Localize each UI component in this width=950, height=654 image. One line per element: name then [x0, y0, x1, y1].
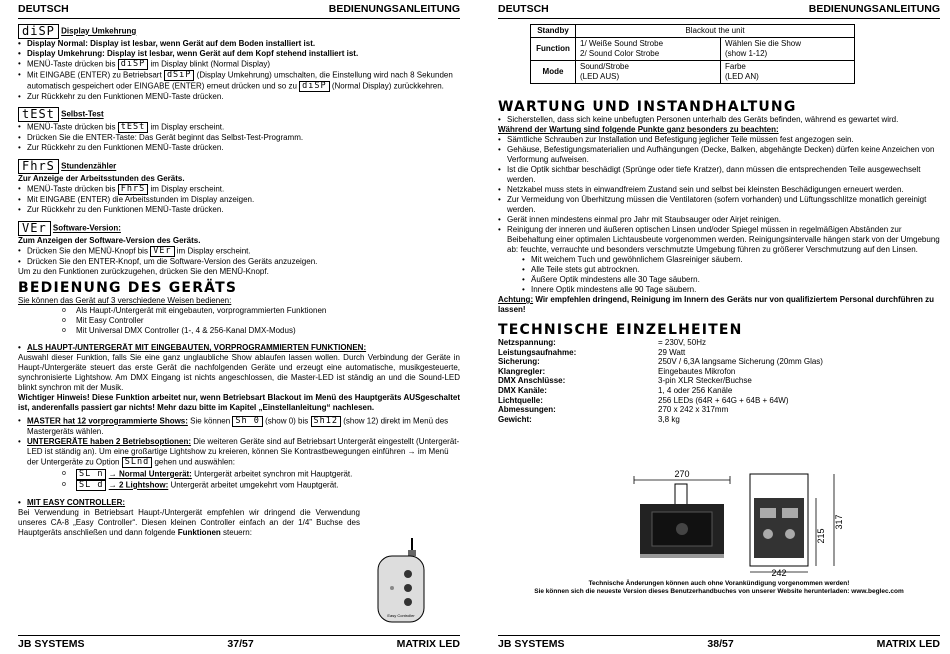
display-lcd-icon: diSP	[18, 24, 59, 39]
master-title: • ALS HAUPT-/UNTERGERÄT MIT EINGEBAUTEN, VORPROGRAMMIERTEN FUNKTIONEN:	[18, 343, 460, 353]
maintenance-item: • Sämtliche Schrauben zur Installation und Befestigung jeglicher Teile müssen fest angezogen sein.	[498, 135, 940, 145]
maintenance-item: • Reinigung der inneren und äußeren optischen Linsen und/oder Spiegel müssen in regelmäßigen Abständen zur Beibehaltung einer optimalen Lichtausbeute vorgenommen werden. Reinigungsintervalle hängen stark von der Umgebung ab: feuchte, verrauchte und besonders verschmutzte Umgebung führen zu größerer Verschmutzung auf den Linsen.	[498, 225, 940, 255]
dim-side-label: 215	[816, 528, 826, 544]
operation-heading: BEDIENUNG DES GERÄTS	[18, 280, 238, 296]
spec-notes	[498, 580, 940, 596]
slave-option-lightshow: o SL d → 2 Lightshow: Untergerät arbeitet umgekehrt vom Hauptgerät.	[62, 480, 460, 491]
controller-function-table	[530, 24, 855, 84]
easy-text: Bei Verwendung in Betriebsart Haupt-/Untergerät empfehlen wir dringend die Verwendung unseres CA-8 „Easy Controller“. Diesen kleinen Controller einfach an der 1/4” Buchse des Hauptgeräts anschließen und dann folgende Funktionen steuern:	[18, 508, 360, 537]
test-title: Selbst-Test	[61, 109, 104, 119]
specs-table: Netzspannung: = 230V, 50Hz Leistungsaufnahme: 29 Watt Sicherung: 250V / 6,3A langsame Sicherung (20mm Glas) Klangregler: Eingebautes Mikrofon DMX Anschlüsse: 3-pin XLR Stecker/Buchse DMX Kanäle: 1, 4 oder 256 Kanäle Lichtquelle: 256 LEDs (64R + 64G + 64B + 64W) Abmessungen: 270 x 242 x 317mm Gewicht: 3,8 kg	[498, 338, 823, 424]
display-step3: • Zur Rückkehr zu den Funktionen MENÜ-Taste drücken.	[18, 92, 460, 102]
display-step1: • MENÜ-Taste drücken bis diSP im Display blinkt (Normal Display)	[18, 59, 460, 70]
page-footer	[498, 635, 940, 650]
dim-width-label: 270	[674, 469, 690, 479]
controller-table-wrap	[530, 24, 855, 84]
controller-label: Easy Controller	[387, 613, 415, 618]
operation-intro: Sie können das Gerät auf 3 verschiedene Weisen bedienen:	[18, 296, 232, 305]
page-footer	[18, 635, 460, 650]
maintenance-intro: • Sicherstellen, dass sich keine unbefugten Personen unterhalb des Geräts befinden, während es gewartet wird.	[498, 115, 940, 125]
easy-controller-illustration	[370, 538, 432, 624]
operation-mode-item: o Als Haupt-/Untergerät mit eingebauten, vorprogrammierten Funktionen	[62, 306, 460, 316]
version-section	[18, 221, 460, 277]
display-umkehrung: • Display Umkehrung: Display ist lesbar, wenn Gerät auf dem Kopf stehend installiert ist.	[18, 49, 460, 59]
operation-mode-item: o Mit Universal DMX Controller (1-, 4 & 256-Kanal DMX-Modus)	[62, 326, 460, 336]
slave-mode-lcd: SLnd	[122, 457, 152, 468]
hours-step1: • MENÜ-Taste drücken bis FhrS im Display erscheint.	[18, 184, 460, 195]
version-subtitle: Zum Anzeigen der Software-Version des Geräts.	[18, 236, 201, 245]
display-section	[18, 24, 460, 102]
display-lcd-inline: diSP	[118, 59, 148, 70]
header-doc-title: BEDIENUNGSANLEITUNG	[328, 3, 460, 15]
footer-brand: JB SYSTEMS	[18, 638, 85, 650]
hours-title: Stundenzähler	[61, 161, 117, 171]
version-lcd-icon: VEr	[18, 221, 51, 236]
dim-height-label: 317	[834, 514, 844, 530]
dim-depth-label: 242	[771, 568, 787, 578]
test-section	[18, 107, 460, 153]
display-title: Display Umkehrung	[61, 26, 137, 36]
slave-options: • UNTERGERÄTE haben 2 Betriebsoptionen: Die weiteren Geräte sind auf Betriebsart Untergerät eingestellt (Untergerät-LED ist ständig an). Um eine großartige Lightshow zu kreieren, können Sie Kontrastbewegungen einführen → im Menü der Untergeräte zu Option SLnd gehen und auswählen:	[18, 437, 460, 468]
slave-lightshow-lcd: SL d	[76, 480, 106, 491]
master-shows: • MASTER hat 12 vorprogrammierte Shows: Sie können Sh 0 (show 0) bis Sh12 (show 12) direkt im Menü des Mastergeräts wählen.	[18, 416, 460, 437]
dimension-drawings	[620, 468, 920, 578]
test-lcd-inline: tESt	[118, 122, 148, 133]
right-page-body	[498, 99, 940, 424]
header-language: DEUTSCH	[18, 3, 69, 15]
front-view-drawing	[750, 474, 844, 578]
footer-page-number: 38/57	[707, 638, 734, 650]
version-lcd-inline: VEr	[150, 246, 174, 257]
left-page-body	[18, 24, 460, 538]
master-warning: Wichtiger Hinweis! Diese Funktion arbeitet nur, wenn Betriebsart Blackout im Menü des Hauptgeräts AUSgeschaltet ist, anderenfalls passiert gar nichts! Mehr dazu bitte im Kapitel „Einstellanleitung“ nachlesen.	[18, 393, 460, 412]
specs-heading: TECHNISCHE EINZELHEITEN	[498, 322, 743, 338]
maintenance-list	[498, 135, 940, 255]
hours-subtitle: Zur Anzeige der Arbeitsstunden des Geräts.	[18, 174, 185, 183]
version-step2: • Drücken Sie den ENTER-Knopf, um die Software-Version des Geräts anzuzeigen.	[18, 257, 460, 267]
version-step1: • Drücken Sie den MENÜ-Knopf bis VEr im Display erscheint.	[18, 246, 460, 257]
maintenance-item: • Gehäuse, Befestigungsmaterialien und Aufhängungen (Decke, Balken, abgehängte Decken) dürfen keine Anzeichen von Verformung aufweisen.	[498, 145, 940, 165]
test-lcd-icon: tESt	[18, 107, 59, 122]
footer-product: MATRIX LED	[876, 638, 940, 650]
test-step1: • MENÜ-Taste drücken bis tESt im Display erscheint.	[18, 122, 460, 133]
easy-title: • MIT EASY CONTROLLER:	[18, 498, 360, 508]
display-inverted-lcd: dSiP	[164, 70, 194, 81]
hours-lcd-inline: FhrS	[118, 184, 148, 195]
maintenance-item: • Gerät innen mindestens einmal pro Jahr mit Staubsauger oder Airjet reinigen.	[498, 215, 940, 225]
master-block	[18, 343, 460, 353]
side-view-drawing	[634, 469, 730, 558]
display-step2: • Mit EINGABE (ENTER) zu Betriebsart dSiP (Display Umkehrung) umschalten, die Einstellung wird nach 8 Sekunden automatisch gespeichert oder EINGABE (ENTER) erneut drücken und so zu diSP (Normal Display) zurückkehren.	[18, 70, 460, 92]
footer-product: MATRIX LED	[396, 638, 460, 650]
footer-page-number: 37/57	[227, 638, 254, 650]
master-text: Auswahl dieser Funktion, falls Sie eine ganz unglaubliche Show ablaufen lassen wollen. Durch Verbindung der Geräte in Haupt-/Untergeräte steuert das erste Gerät die nachfolgenden Geräte und erzeugt eine automatische, musikgesteuerte, synchronisierte Lightshow. Am DMX Eingang ist nichts angeschlossen, die Master-LED ist ständig an und die Sound-LED blinkt synchron mit der Musik.	[18, 353, 460, 392]
hours-step2: • Mit EINGABE (ENTER) die Arbeitsstunden im Display anzeigen.	[18, 195, 460, 205]
slave-option-normal: o SL n → Normal Untergerät: Untergerät arbeitet synchron mit Hauptgerät.	[62, 469, 460, 480]
table-row: Function 1/ Weiße Sound Strobe 2/ Sound Color Strobe Wählen Sie die Show (show 1-12)	[531, 38, 855, 61]
operation-mode-list	[18, 306, 460, 336]
operation-mode-item: o Mit Easy Controller	[62, 316, 460, 326]
maintenance-subitem: • Äußere Optik mindestens alle 30 Tage säubern.	[522, 275, 940, 285]
header-language: DEUTSCH	[498, 3, 549, 15]
maintenance-subheading: Während der Wartung sind folgende Punkte ganz besonders zu beachten:	[498, 125, 779, 134]
maintenance-item: • Zur Vermeidung von Überhitzung müssen die Ventilatoren (sofern vorhanden) und Lüftungsschlitze monatlich gereinigt werden.	[498, 195, 940, 215]
table-row: Standby Blackout the unit	[531, 25, 855, 38]
spec-note-download: Sie können sich die neueste Version dieses Benutzerhandbuches von unserer Website herunterladen: www.beglec.com	[534, 588, 904, 595]
maintenance-item: • Ist die Optik sichtbar beschädigt (Sprünge oder tiefe Kratzer), dann müssen die entsprechenden Teile ausgewechselt werden.	[498, 165, 940, 185]
show-start-lcd: Sh 0	[232, 416, 262, 427]
slave-normal-lcd: SL n	[76, 469, 106, 480]
hours-lcd-icon: FhrS	[18, 159, 59, 174]
footer-brand: JB SYSTEMS	[498, 638, 565, 650]
hours-step3: • Zur Rückkehr zu den Funktionen MENÜ-Taste drücken.	[18, 205, 460, 215]
maintenance-warning: Achtung: Wir empfehlen dringend, Reinigung im Innern des Geräts nur von qualifiziertem Personal durchführen zu lassen!	[498, 295, 934, 314]
version-step3: Um zu den Funktionen zurückzugehen, drücken Sie den MENÜ-Knopf.	[18, 267, 269, 276]
display-normal: • Display Normal: Display ist lesbar, wenn Gerät auf dem Boden installiert ist.	[18, 39, 460, 49]
header-doc-title: BEDIENUNGSANLEITUNG	[808, 3, 940, 15]
maintenance-subitem: • Mit weichem Tuch und gewöhnlichem Glasreiniger säubern.	[522, 255, 940, 265]
page-header	[18, 3, 460, 19]
table-row: Mode Sound/Strobe (LED AUS) Farbe (LED AN)	[531, 61, 855, 84]
test-step2: • Drücken Sie die ENTER-Taste: Das Gerät beginnt das Selbst-Test-Programm.	[18, 133, 460, 143]
maintenance-subitem: • Innere Optik mindestens alle 90 Tage säubern.	[522, 285, 940, 295]
hours-section	[18, 159, 460, 215]
maintenance-heading: WARTUNG UND INSTANDHALTUNG	[498, 99, 797, 115]
maintenance-item: • Netzkabel muss stets in einwandfreiem Zustand sein und selbst bei kleinsten Beschädigungen erneuert werden.	[498, 185, 940, 195]
version-title: Software-Version:	[52, 223, 121, 233]
show-end-lcd: Sh12	[311, 416, 341, 427]
test-step3: • Zur Rückkehr zu den Funktionen MENÜ-Taste drücken.	[18, 143, 460, 153]
maintenance-subitem: • Alle Teile stets gut abtrocknen.	[522, 265, 940, 275]
spec-note-changes: Technische Änderungen können auch ohne Vorankündigung vorgenommen werden!	[588, 580, 850, 587]
maintenance-sublist	[498, 255, 940, 295]
page-header	[498, 3, 940, 19]
display-lcd-inline: diSP	[299, 81, 329, 92]
left-page	[0, 0, 470, 654]
